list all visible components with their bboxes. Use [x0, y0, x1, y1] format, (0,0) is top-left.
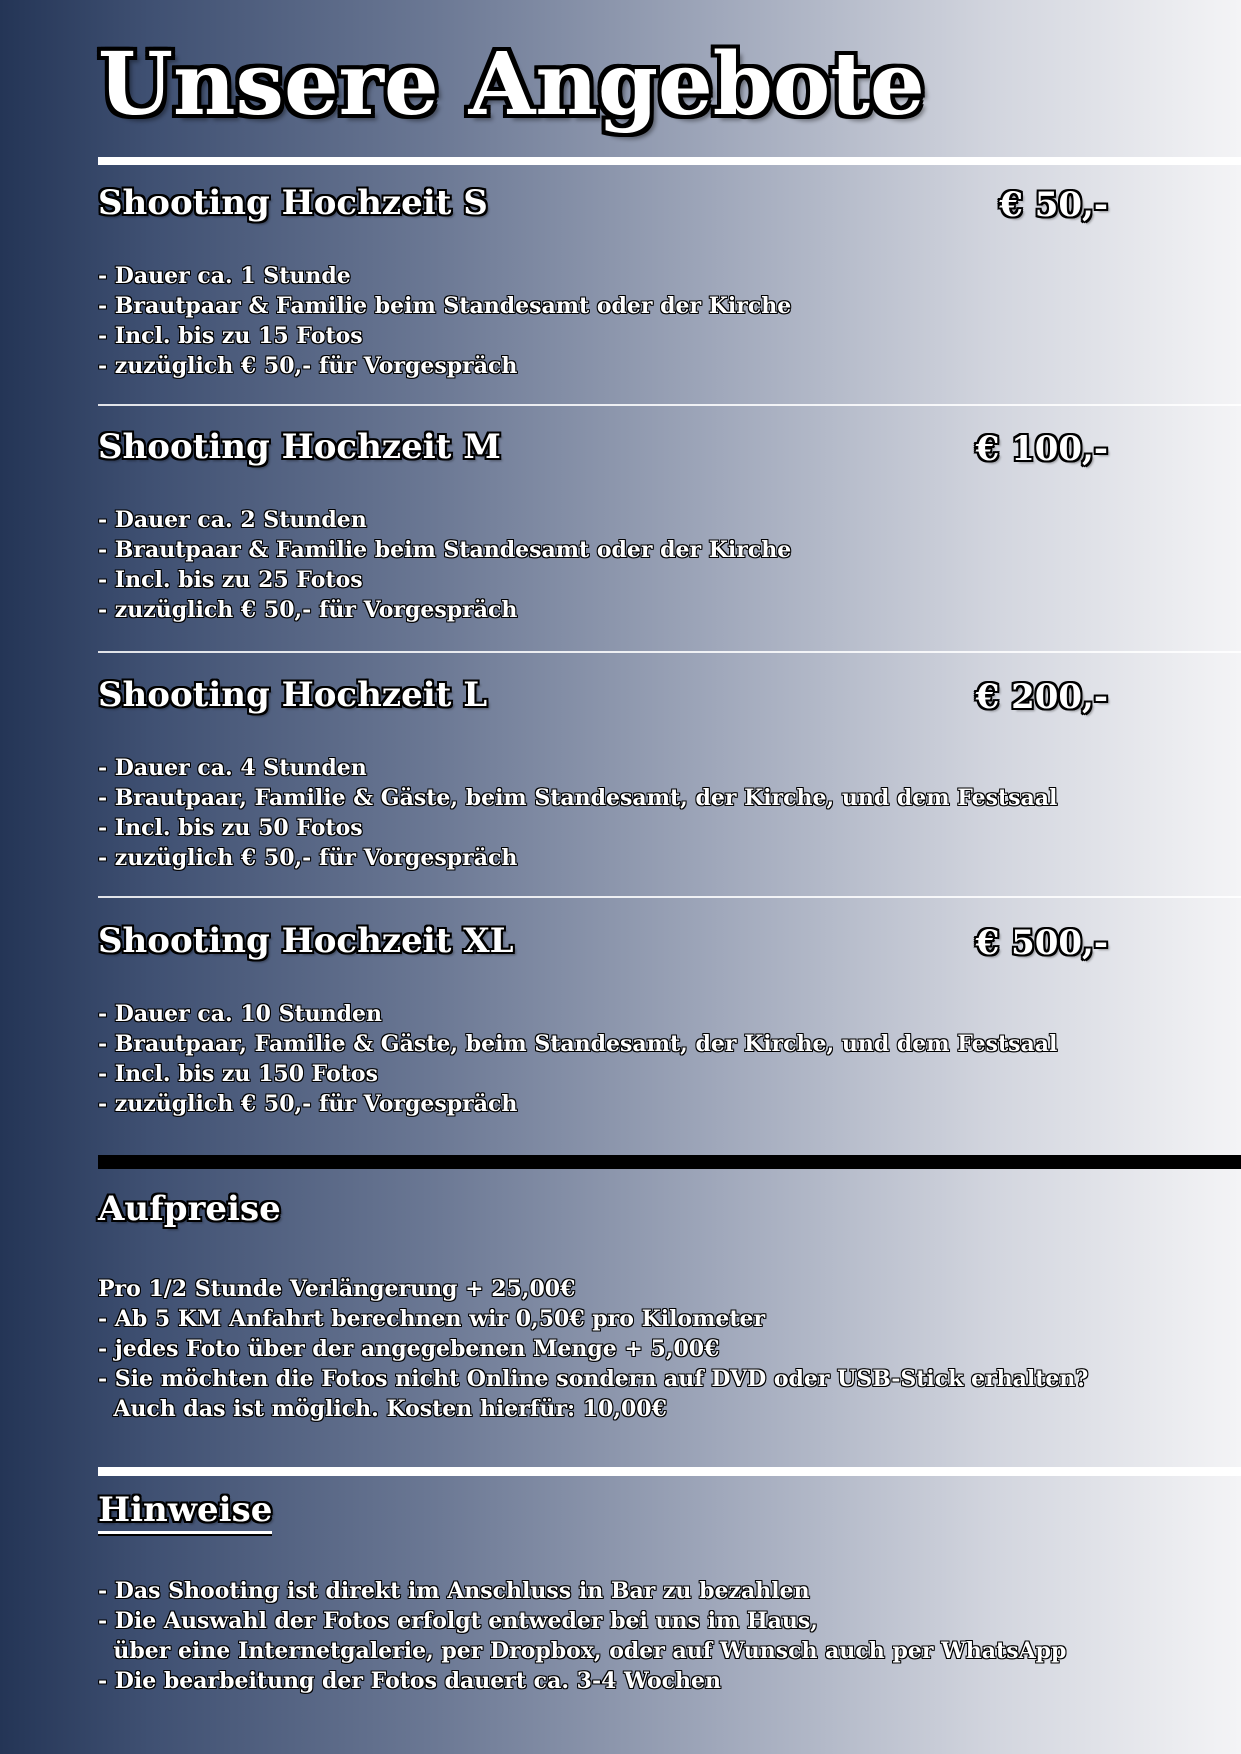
- surcharge-line: Auch das ist möglich. Kosten hierfür: 10,00€: [98, 1396, 667, 1422]
- offer-divider: [98, 404, 1241, 406]
- offer-price: € 50,-: [999, 185, 1108, 225]
- surcharge-line: - Sie möchten die Fotos nicht Online sondern auf DVD oder USB-Stick erhalten?: [98, 1366, 1089, 1392]
- surcharges-heading: Aufpreise: [98, 1189, 281, 1229]
- offer-divider: [98, 896, 1241, 898]
- offer-details: [98, 505, 791, 625]
- note-line: über eine Internetgalerie, per Dropbox, oder auf Wunsch auch per WhatsApp: [98, 1638, 1067, 1664]
- surcharges-list: [98, 1274, 1088, 1424]
- offer-price: € 500,-: [975, 923, 1108, 963]
- offer-detail-line: - zuzüglich € 50,- für Vorgespräch: [98, 1091, 518, 1117]
- offer-details: [98, 999, 1057, 1119]
- offer-detail-line: - Dauer ca. 4 Stunden: [98, 755, 367, 781]
- offer-title: Shooting Hochzeit S: [98, 183, 488, 223]
- offer-detail-line: - Brautpaar, Familie & Gäste, beim Standesamt, der Kirche, und dem Festsaal: [98, 785, 1058, 811]
- offer-price: € 100,-: [975, 429, 1108, 469]
- offer-detail-line: - Dauer ca. 2 Stunden: [98, 507, 367, 533]
- offer-detail-line: - zuzüglich € 50,- für Vorgespräch: [98, 597, 518, 623]
- offer-detail-line: - Brautpaar, Familie & Gäste, beim Standesamt, der Kirche, und dem Festsaal: [98, 1031, 1058, 1057]
- offer-title: Shooting Hochzeit L: [98, 675, 488, 715]
- offer-detail-line: - Incl. bis zu 150 Fotos: [98, 1061, 378, 1087]
- surcharge-line: - Ab 5 KM Anfahrt berechnen wir 0,50€ pro Kilometer: [98, 1306, 766, 1332]
- offer-detail-line: - zuzüglich € 50,- für Vorgespräch: [98, 353, 518, 379]
- offer-detail-line: - Dauer ca. 10 Stunden: [98, 1001, 383, 1027]
- notes-heading: [98, 1490, 272, 1530]
- offer-title: Shooting Hochzeit M: [98, 427, 501, 467]
- offer-price: € 200,-: [975, 677, 1108, 717]
- offer-divider: [98, 651, 1241, 653]
- surcharge-line: - jedes Foto über der angegebenen Menge + 5,00€: [98, 1336, 720, 1362]
- section-divider-black: [98, 1155, 1241, 1169]
- notes-list: [98, 1576, 1066, 1696]
- offer-detail-line: - Brautpaar & Familie beim Standesamt oder der Kirche: [98, 293, 792, 319]
- page-title: Unsere Angebote: [98, 34, 925, 135]
- note-line: - Die bearbeitung der Fotos dauert ca. 3-4 Wochen: [98, 1668, 722, 1694]
- section-divider: [98, 1467, 1241, 1476]
- note-line: - Die Auswahl der Fotos erfolgt entweder bei uns im Haus,: [98, 1608, 818, 1634]
- title-divider: [98, 157, 1241, 165]
- offer-detail-line: - Incl. bis zu 50 Fotos: [98, 815, 363, 841]
- offer-detail-line: - Incl. bis zu 25 Fotos: [98, 567, 363, 593]
- note-line: - Das Shooting ist direkt im Anschluss in Bar zu bezahlen: [98, 1578, 810, 1604]
- offer-detail-line: - zuzüglich € 50,- für Vorgespräch: [98, 845, 518, 871]
- offer-title: Shooting Hochzeit XL: [98, 921, 514, 961]
- offer-detail-line: - Incl. bis zu 15 Fotos: [98, 323, 363, 349]
- surcharge-line: Pro 1/2 Stunde Verlängerung + 25,00€: [98, 1276, 576, 1302]
- notes-heading-text: Hinweise: [98, 1490, 272, 1534]
- offer-detail-line: - Brautpaar & Familie beim Standesamt oder der Kirche: [98, 537, 792, 563]
- offer-detail-line: - Dauer ca. 1 Stunde: [98, 263, 351, 289]
- offer-details: [98, 753, 1057, 873]
- offer-details: [98, 261, 791, 381]
